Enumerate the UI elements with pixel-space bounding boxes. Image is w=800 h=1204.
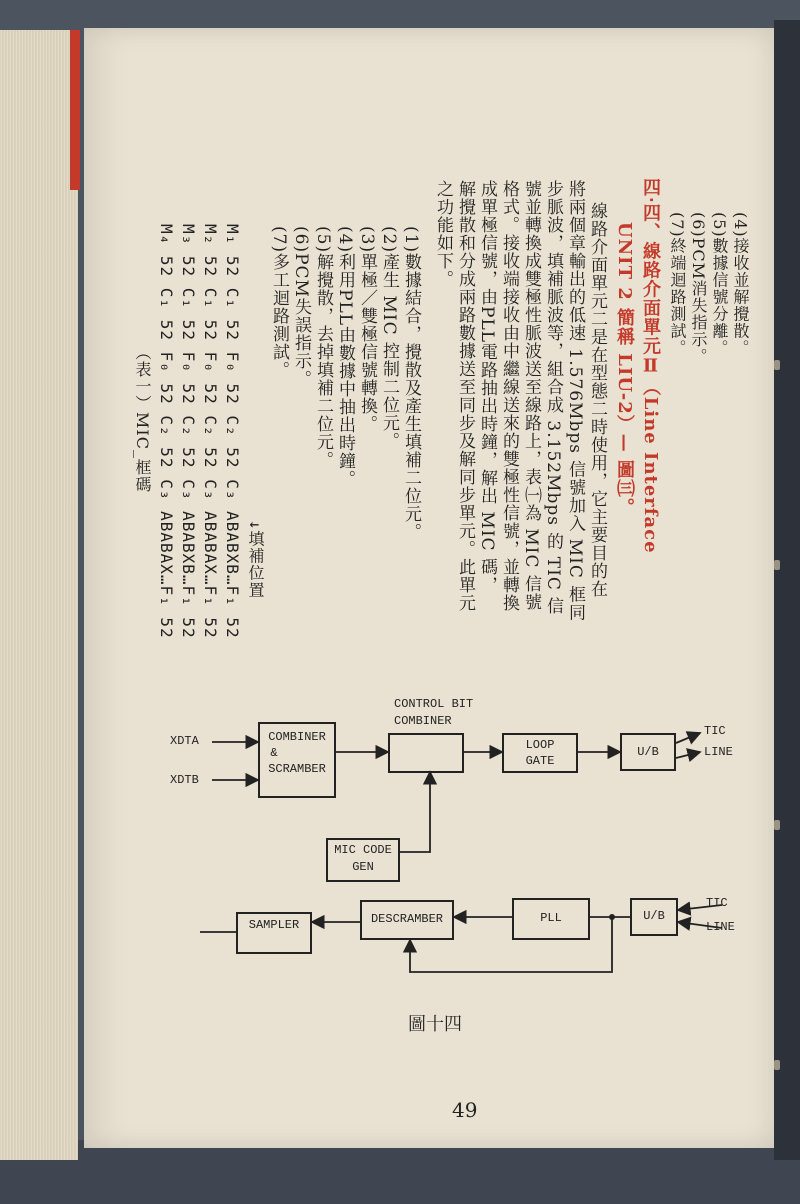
function-item: (1)數據結合，攪散及產生填補二位元。 [401,226,421,542]
ub-rx-label: U/B [643,909,665,923]
mic-frame-row: M₁ 52 C₁ 52 F₀ 52 C₂ 52 C₃ ABABXB…F₁ 52 [223,224,242,639]
body-line: 線路介面單元二是在型態二時使用，它主要目的在 [587,202,607,598]
loop-gate-label: GATE [525,754,555,768]
figure-caption: 圖十四 [408,1014,462,1035]
section-heading: 四‧四、線路介面單元Ⅱ（Line Interface [640,178,661,554]
sampler-label: SAMPLER [248,918,300,932]
fill-position-label: ↓填補位置 [246,520,265,599]
body-line: 步脈波，填補脈波等，組合成 3.152Mbps 的 TIC 信 [543,180,563,616]
body-line: 成單極信號，由PLL電路抽出時鐘，解出 MIC 碼， [477,180,497,594]
tic-out-label: TIC [704,724,726,738]
book-cover [0,1140,800,1204]
control-bit-label: CONTROL BIT [394,697,474,711]
page-number: 49 [452,1098,478,1122]
xdta-label: XDTA [170,734,199,748]
combiner-label: COMBINER [268,730,326,744]
binding-hole [774,360,780,370]
line-in-label: LINE [706,920,735,934]
item-line: (4)接收並解攪散。 [731,212,750,357]
control-bit-label: COMBINER [394,714,452,728]
combiner-label: & [270,746,278,760]
page-stack-edges [0,30,78,1160]
body-line: 解攪散和分成兩路數據送至同步及解同步單元。此單元 [455,180,475,612]
book-spine [774,20,800,1160]
red-bookmark-edge [70,30,80,190]
mic-frame-row: M₄ 52 C₁ 52 F₀ 52 C₂ 52 C₃ ABABAX…F₁ 52 [157,224,176,639]
table-caption: （表一）MIC_框碼 [133,344,152,493]
function-item: (7)多工迴路測試。 [269,226,289,380]
mic-code-gen-label: GEN [352,860,374,874]
descrambler-label: DESCRAMBER [370,912,443,926]
pll-label: PLL [540,911,562,925]
function-item: (3)單極／雙極信號轉換。 [357,226,377,434]
body-line: 之功能如下。 [433,180,453,288]
mic-frame-row: M₂ 52 C₁ 52 F₀ 52 C₂ 52 C₃ ABABAX…F₁ 52 [201,224,220,639]
ub-tx-label: U/B [637,745,659,759]
binding-hole [774,1060,780,1070]
function-item: (5)解攪散，去掉填補二位元。 [313,226,333,470]
body-line: 格式。接收端接收由中繼線送來的雙極性信號，並轉換 [499,180,519,612]
mic-frame-row: M₃ 52 C₁ 52 F₀ 52 C₂ 52 C₃ ABABXB…F₁ 52 [179,224,198,639]
section-subheading: UNIT 2 簡稱 LIU-2）— 圖㈢。 [614,222,635,518]
xdtb-label: XDTB [170,773,199,787]
function-item: (4)利用PLL由數據中抽出時鐘。 [335,226,355,489]
function-item: (2)產生 MIC 控制二位元。 [379,226,399,451]
tic-in-label: TIC [706,896,728,910]
function-item: (6)PCM失誤指示。 [291,226,311,388]
body-line: 將兩個章輸出的低速 1.576Mbps 信號加入 MIC 框同 [565,180,585,622]
control-bit-combiner-block [388,733,464,773]
mic-code-gen-label: MIC CODE [334,843,392,857]
line-out-label: LINE [704,745,733,759]
loop-gate-label: LOOP [525,738,555,752]
item-line: (7)終端迴路測試。 [668,212,687,357]
item-line: (6)PCM消失指示。 [689,212,708,366]
body-line: 號並轉換成雙極性脈波送至線路上，表㈠為 MIC 信號 [521,180,541,611]
combiner-label: SCRAMBER [268,762,326,776]
item-line: (5)數據信號分離。 [710,212,729,357]
binding-hole [774,820,780,830]
binding-hole [774,560,780,570]
